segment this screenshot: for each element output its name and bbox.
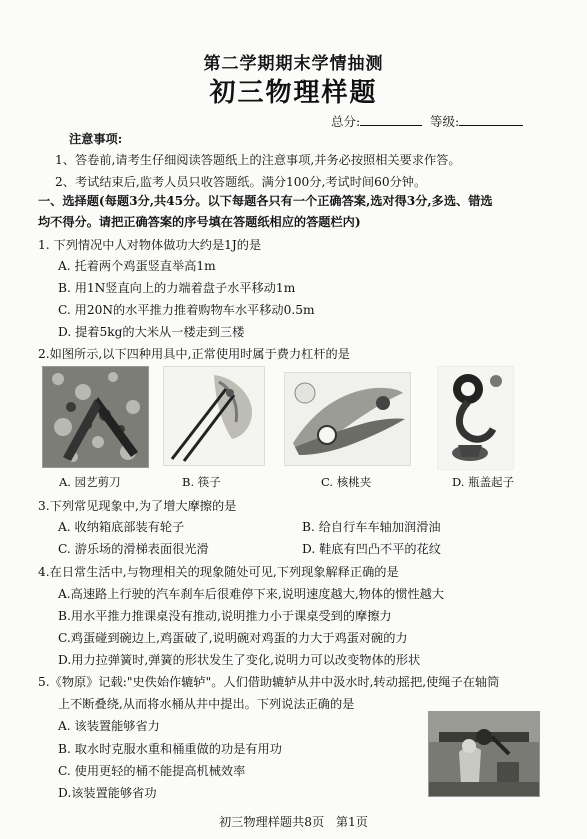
grade-field (430, 112, 523, 130)
q3-option-a: A. 收纳箱底部装有轮子 (58, 520, 185, 534)
q3-option-b: B. 给自行车车轴加润滑油 (302, 520, 441, 534)
q4-option-b: B.用水平推力推课桌没有推动,说明推力小于课桌受到的摩擦力 (58, 609, 392, 623)
q5-stem-line1: 5.《物原》记载:"史佚始作辘轳"。人们借助辘轳从井中汲水时,转动摇把,使绳子在轴筒 (38, 675, 500, 689)
q2-caption-d: D. 瓶盖起子 (452, 475, 515, 489)
q1-option-b: B. 用1N竖直向上的力端着盘子水平移动1m (58, 281, 296, 295)
notice-item-1: 1、答卷前,请考生仔细阅读答题纸上的注意事项,并务必按照相关要求作答。 (55, 153, 461, 167)
total-label: 总分: (331, 114, 361, 129)
bottle-opener-photo (437, 366, 514, 470)
section1-line1: 一、选择题(每题3分,共45分。以下每题各只有一个正确答案,选对得3分,多选、错选 (38, 194, 493, 208)
garden-shears-photo (42, 366, 149, 468)
q2-caption-c: C. 核桃夹 (321, 475, 372, 489)
grade-label: 等级: (430, 114, 460, 129)
q1-stem: 1. 下列情况中人对物体做功大约是1J的是 (38, 238, 262, 252)
q5-stem-line2: 上不断叠绕,从而将水桶从井中提出。下列说法正确的是 (58, 697, 355, 711)
section1-line2: 均不得分。请把正确答案的序号填在答题纸相应的答题栏内) (38, 215, 361, 229)
q2-stem: 2.如图所示,以下四种用具中,正常使用时属于费力杠杆的是 (38, 347, 350, 361)
exam-title: 初三物理样题 (209, 78, 378, 108)
q5-option-c: C. 使用更轻的桶不能提高机械效率 (58, 764, 246, 778)
page-footer: 初三物理样题共8页 第1页 (218, 815, 368, 829)
chopsticks-photo (163, 366, 265, 466)
total-blank (360, 113, 422, 126)
q2-caption-a: A. 园艺剪刀 (59, 475, 121, 489)
q4-stem: 4.在日常生活中,与物理相关的现象随处可见,下列现象解释正确的是 (38, 565, 399, 579)
q3-option-d: D. 鞋底有凹凸不平的花纹 (302, 542, 441, 556)
q5-option-a: A. 该装置能够省力 (58, 719, 160, 733)
q4-option-d: D.用力拉弹簧时,弹簧的形状发生了变化,说明力可以改变物体的形状 (58, 653, 421, 667)
total-score-field (331, 112, 422, 130)
q1-option-c: C. 用20N的水平推力推着购物车水平移动0.5m (58, 303, 315, 317)
q4-option-c: C.鸡蛋碰到碗边上,鸡蛋破了,说明碗对鸡蛋的力大于鸡蛋对碗的力 (58, 631, 408, 645)
q3-option-c: C. 游乐场的滑梯表面很光滑 (58, 542, 209, 556)
q1-option-d: D. 提着5kg的大米从一楼走到三楼 (58, 325, 245, 339)
q3-stem: 3.下列常见现象中,为了增大摩擦的是 (38, 499, 237, 513)
grade-blank (459, 113, 523, 126)
q2-caption-b: B. 筷子 (182, 475, 221, 489)
exam-subtitle: 第二学期期末学情抽测 (203, 54, 384, 74)
notice-heading: 注意事项: (69, 132, 123, 146)
notice-item-2: 2、考试结束后,监考人员只收答题纸。满分100分,考试时间60分钟。 (55, 175, 427, 189)
q1-option-a: A. 托着两个鸡蛋竖直举高1m (58, 259, 216, 273)
windlass-well-photo (428, 711, 540, 797)
q4-option-a: A.高速路上行驶的汽车刹车后很难停下来,说明速度越大,物体的惯性越大 (58, 587, 445, 601)
q5-option-b: B. 取水时克服水重和桶重做的功是有用功 (58, 742, 282, 756)
nutcracker-photo (284, 372, 411, 466)
q5-option-d: D.该装置能够省功 (58, 786, 157, 800)
